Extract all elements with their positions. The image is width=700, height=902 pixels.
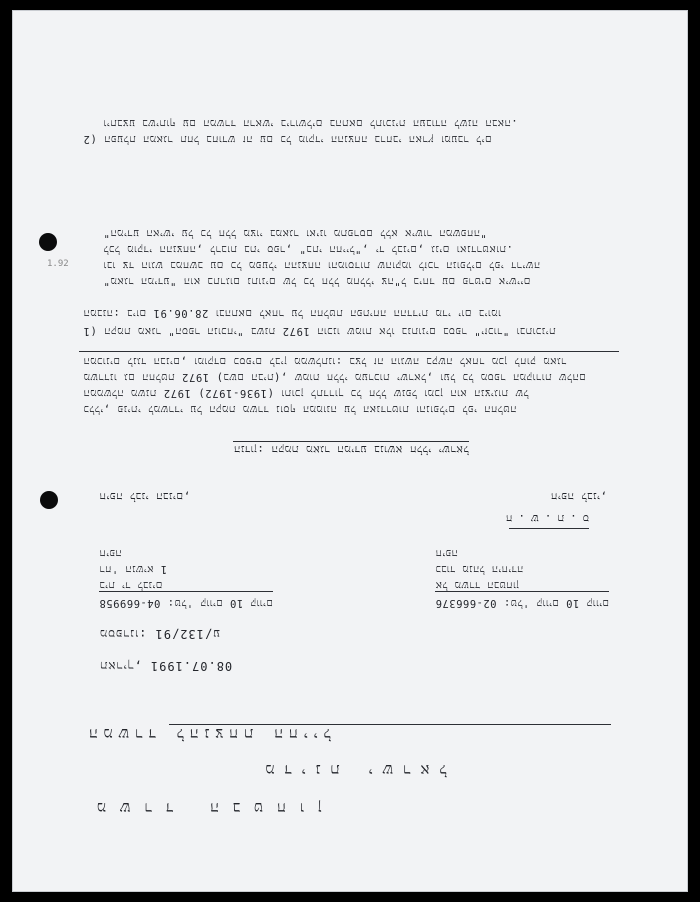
body-line: לכל מוקדי ההנצחה, לרבות בתי ספר, "בתי החייל", יד לבנים, גנים ואנדרטאות. xyxy=(103,243,513,255)
recipient-left: חיפה לבני, xyxy=(550,490,607,503)
body-line: כללי, פניתי למשרדי על הקמת משרד נוסף הממונה על האנדרטות והנופלים לפי החלטה xyxy=(83,403,517,415)
recipient-rule xyxy=(509,528,589,529)
speck-mark: 1.92 xyxy=(47,259,69,269)
ref-label: מספרנו xyxy=(99,627,139,641)
address-line: כבוד מנהל היחידה xyxy=(435,563,524,575)
body-line: "מאגר המידע" הוא בתרגום נתונים של כל חלל מחללי צה"ל ביחד עם פרטים אישיים xyxy=(103,275,531,287)
body-underline xyxy=(79,351,619,352)
address-line: אל משרד הבטחון xyxy=(435,579,519,591)
state-title: מדינת ישראל xyxy=(255,761,447,779)
address-line: בית יד לבנים xyxy=(99,579,163,591)
address-line: חיפה xyxy=(99,547,122,559)
recipient-right: חיפה לבני הבנים, xyxy=(99,490,191,503)
subject-line xyxy=(13,443,688,456)
office-title: המשרד להנצחת החייל xyxy=(83,725,331,743)
address-line: חיפה xyxy=(435,547,458,559)
body-line: הממשלה משנת 1972 (1936-1972) ותוכן לתדרוך כל חלל שנפל ומכן הוא הנציגות של xyxy=(83,387,529,399)
body-line: המכונים לנגד הבנים, ומוקדם כספים לבין ממשלתנו: בצל זה הוגשה בקשה לאחר מכן לחוק מאגר xyxy=(83,355,567,367)
date-line: תאריך, 08.07.1991 xyxy=(99,659,233,673)
ministry-title: משרד הבטחון xyxy=(83,799,322,817)
document-page xyxy=(12,10,688,892)
ref-value: 132/91/ע xyxy=(154,627,220,641)
address-phone: 02-666376 :טל' קווים 10 קווים xyxy=(435,591,609,609)
punch-hole xyxy=(39,233,57,251)
body-line: 2) הפעלת המאגר תחל בחודש זה עם כל מוקדי ההנצחה ברחבי הארץ ומעבר לים xyxy=(83,133,492,145)
date-value: 08.07.1991 xyxy=(149,659,233,673)
address-block-left xyxy=(435,543,609,609)
date-label: תאריך xyxy=(99,659,134,673)
punch-hole xyxy=(40,491,58,509)
body-line: משרדנו גם החלטת 1972 (בשם הבית), שמות חללי מערכות ישראל, ועל כל מספר המקורות שלהם xyxy=(83,371,586,383)
body-line: 1) הקמת מאגר "הספר הנוכחי" בשנת 1972 הוכנו שמות אלו בנתונים בספר "יזכור" ובתוכנית xyxy=(83,325,556,337)
reference-line: מספרנו: 132/91/ע xyxy=(99,627,220,641)
subject-text: הנדון: הקמת מאגר המידע בנושא חללי ישראל xyxy=(233,443,469,456)
recipient-initials: ח.ש.ת.ס xyxy=(499,512,589,525)
header-rule xyxy=(169,724,611,725)
body-line: ויתבצע בשיתוף עם המשרד הראשי בירושלים בהתאם לתוכנית העבודה לשנה הבאה. xyxy=(103,117,518,129)
address-block-right xyxy=(99,543,273,609)
address-line: רח' הנשיא 1 xyxy=(99,563,168,575)
body-line: "המידע האישי על כל חלל מצוי במאגר ואינו מתפרסם ללא אישור המשפחה" xyxy=(103,227,487,239)
body-line: ובו צד הוגש במחשב עם כל מפעלי ההנצחה והמוסדות שהוקמו לזכר הנופלים לפי דרישה xyxy=(103,259,540,271)
body-line: המבנה: ביום 28.06.91 ובהתאם לאחר על החלטת הפתיחה ההדדית מדי יום ביומו xyxy=(83,307,501,319)
rotated-letter xyxy=(13,11,688,892)
address-phone: 04-669958 :טל' קווים 10 קווים xyxy=(99,591,273,609)
